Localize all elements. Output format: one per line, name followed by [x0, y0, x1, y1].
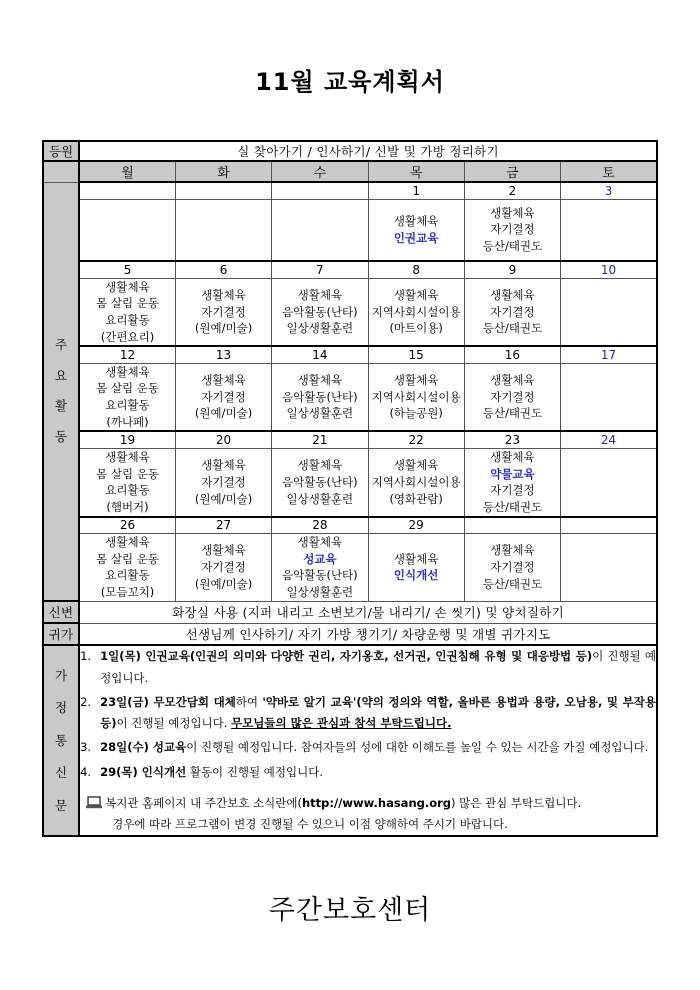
week-activities-row: [43, 199, 657, 261]
date-cell: 15: [368, 346, 464, 363]
activity-cell: 생활체육 성교육 음악활동(난타) 일상생활훈련: [272, 534, 368, 602]
activity-cell: 생활체육 음악활동(난타) 일상생활훈련: [272, 448, 368, 516]
week-dates-row: [43, 346, 657, 363]
activity-highlight: 약물교육: [490, 466, 535, 481]
notice-number: 4.: [80, 764, 92, 779]
notice-list: [80, 646, 656, 783]
activity-highlight: 인권교육: [393, 230, 439, 245]
departure-row: [43, 623, 657, 645]
day-header-3: 목: [368, 161, 464, 182]
date-cell: [464, 517, 560, 534]
date-cell: 16: [464, 346, 560, 363]
notice-footer: [80, 793, 656, 836]
activity-cell: 생활체육 지역사회시설이용 (마트이용): [368, 278, 464, 346]
activity-cell: [175, 199, 271, 261]
day-header-2: 수: [272, 161, 368, 182]
activity-cell: 생활체육 자기결정 등산/태권도: [464, 363, 560, 431]
laptop-icon: [86, 796, 102, 809]
notice-footer-line1: [86, 793, 656, 814]
row-label-char: 활: [55, 398, 68, 414]
activity-cell: 생활체육 음악활동(난타) 일상생활훈련: [272, 363, 368, 431]
page-title: 11월 교육계획서: [255, 68, 445, 96]
date-cell: 6: [175, 261, 271, 278]
activity-cell: 생활체육 약물교육 자기결정 등산/태권도: [464, 448, 560, 516]
week-dates-row: [43, 517, 657, 534]
activity-cell: 생활체육 몸 살림 운동 요리활동 (햄버거): [79, 448, 175, 516]
date-cell: 2: [464, 182, 560, 199]
notice-text: 활동이 진행될 예정입니다.: [186, 764, 324, 779]
day-header-0: 월: [79, 161, 175, 182]
activity-cell: [561, 534, 657, 602]
notice-item: [80, 692, 656, 735]
notice-number: 2.: [80, 694, 92, 709]
page-footer: 주간보호센터: [268, 895, 432, 926]
education-plan-table: [42, 140, 658, 837]
date-cell: 13: [175, 346, 271, 363]
activity-cell: 생활체육 자기결정 (원예/미술): [175, 363, 271, 431]
date-cell: [561, 517, 657, 534]
notice-item: [80, 646, 656, 689]
date-cell: 22: [368, 431, 464, 448]
date-cell: 23: [464, 431, 560, 448]
day-header-1: 화: [175, 161, 271, 182]
date-cell: 20: [175, 431, 271, 448]
notice-text: 1일(목) 인권교육(인권의 의미와 다양한 권리, 자기옹호, 선거권, 인권침해 유형 및 대응방법 등): [100, 649, 593, 664]
home-letter-row: [43, 645, 657, 836]
day-header-4: 금: [464, 161, 560, 182]
arrival-banner: 실 찾아가기 / 인사하기/ 신발 및 가방 정리하기: [79, 141, 657, 161]
date-cell: 8: [368, 261, 464, 278]
notice-footer-post: ) 많은 관심 부탁드립니다.: [451, 795, 582, 810]
date-cell: 10: [561, 261, 657, 278]
notice-text: 이 진행될 예정입니다. 참여자들의 성에 대한 이해도를 높일 수 있는 시간을 가질 예정입니다.: [186, 740, 649, 755]
week-activities-row: [43, 278, 657, 346]
activity-cell: 생활체육 자기결정 (원예/미술): [175, 534, 271, 602]
date-cell: 24: [561, 431, 657, 448]
notice-text: 이 진행될 예정입니다.: [100, 649, 657, 685]
notice-text: 이 진행될 예정입니다.: [116, 716, 232, 731]
arrival-row: [43, 141, 657, 161]
date-cell: 27: [175, 517, 271, 534]
date-cell: 26: [79, 517, 175, 534]
notice-text: 무모님들의 많은 관심과 참석 부탁드립니다.: [231, 716, 452, 731]
notice-text: 29(목) 인식개선: [100, 764, 187, 779]
date-cell: 19: [79, 431, 175, 448]
activity-cell: 생활체육 인권교육: [368, 199, 464, 261]
notice-number: 3.: [80, 740, 92, 755]
activity-cell: 생활체육 몸 살림 운동 요리활동 (모듬꼬치): [79, 534, 175, 602]
notice-item: [80, 762, 656, 783]
activity-cell: 생활체육 자기결정 등산/태권도: [464, 199, 560, 261]
activity-cell: [79, 199, 175, 261]
date-cell: 29: [368, 517, 464, 534]
date-cell: 21: [272, 431, 368, 448]
row-label-char: 통: [55, 732, 68, 748]
notice-footer-url: http://www.hasang.org: [301, 795, 452, 810]
date-cell: 14: [272, 346, 368, 363]
activity-cell: 생활체육 자기결정 (원예/미술): [175, 448, 271, 516]
week-dates-row: [43, 261, 657, 278]
activity-highlight: 성교육: [303, 551, 337, 566]
activity-cell: 생활체육 자기결정 등산/태권도: [464, 534, 560, 602]
row-label-char: 동: [55, 429, 68, 444]
activity-cell: [561, 199, 657, 261]
date-cell: 7: [272, 261, 368, 278]
row-label-char: 주: [55, 337, 68, 353]
activity-cell: 생활체육 몸 살림 운동 요리활동 (간편요리): [79, 278, 175, 346]
week-activities-row: [43, 448, 657, 516]
departure-text: 선생님께 인사하기/ 자기 가방 챙기기/ 차량운행 및 개별 귀가지도: [79, 623, 657, 645]
activity-cell: 생활체육 자기결정 (원예/미술): [175, 278, 271, 346]
date-cell: 1: [368, 182, 464, 199]
notice-footer-pre: 복지관 홈페이지 내 주간보호 소식란에(: [105, 795, 302, 810]
row-label-char: 신: [55, 765, 68, 781]
activity-cell: [561, 448, 657, 516]
activity-cell: 생활체육 지역사회시설이용 (하늘공원): [368, 363, 464, 431]
notice-text: 23일(금) 무모간담회 대체: [100, 694, 236, 709]
activity-cell: [272, 199, 368, 261]
week-activities-row: [43, 534, 657, 602]
date-cell: 28: [272, 517, 368, 534]
date-cell: 3: [561, 182, 657, 199]
date-cell: [272, 182, 368, 199]
personal-care-text: 화장실 사용 (지퍼 내리고 소변보기/물 내리기/ 손 씻기) 및 양치질하기: [79, 601, 657, 623]
activity-cell: 생활체육 몸 살림 운동 요리활동 (까나페): [79, 363, 175, 431]
row-label-char: 정: [55, 700, 68, 716]
notice-text: 하여: [235, 694, 263, 709]
row-label-char: 가: [55, 667, 68, 683]
activity-cell: 생활체육 자기결정 등산/태권도: [464, 278, 560, 346]
personal-care-row: [43, 601, 657, 623]
date-cell: [79, 182, 175, 199]
date-cell: 12: [79, 346, 175, 363]
row-label-spacer: [43, 161, 79, 182]
day-header-5: 토: [561, 161, 657, 182]
week-dates-row: [43, 431, 657, 448]
notice-footer-line2: 경우에 따라 프로그램이 변경 진행될 수 있으니 이점 양해하여 주시기 바랍니다.: [112, 817, 508, 832]
notice-item: [80, 737, 656, 758]
date-cell: 5: [79, 261, 175, 278]
notice-number: 1.: [80, 649, 92, 664]
row-label-personal-care: 신변: [43, 601, 79, 623]
activity-highlight: 인식개선: [393, 568, 439, 583]
date-cell: 9: [464, 261, 560, 278]
row-label-home-letter: [43, 645, 79, 836]
day-header-row: [43, 161, 657, 182]
date-cell: [175, 182, 271, 199]
date-cell: 17: [561, 346, 657, 363]
notice-text: '약바로 알기 교육'(약의 정의와 역할, 올바른 용법과 용량, 오남용, 및 부작용 등): [100, 694, 656, 731]
row-label-main-activity: [43, 182, 79, 601]
week-dates-row: [43, 182, 657, 199]
week-activities-row: [43, 363, 657, 431]
row-label-arrival: 등원: [43, 141, 79, 161]
notice-text: 28일(수) 성교육: [100, 740, 187, 755]
home-letter-content: [79, 645, 657, 836]
row-label-char: 문: [55, 797, 68, 813]
activity-cell: 생활체육 인식개선: [368, 534, 464, 602]
row-label-departure: 귀가: [43, 623, 79, 645]
activity-cell: [561, 363, 657, 431]
activity-cell: 생활체육 음악활동(난타) 일상생활훈련: [272, 278, 368, 346]
activity-cell: 생활체육 지역사회시설이용 (영화관람): [368, 448, 464, 516]
activity-cell: [561, 278, 657, 346]
row-label-char: 요: [55, 367, 68, 383]
